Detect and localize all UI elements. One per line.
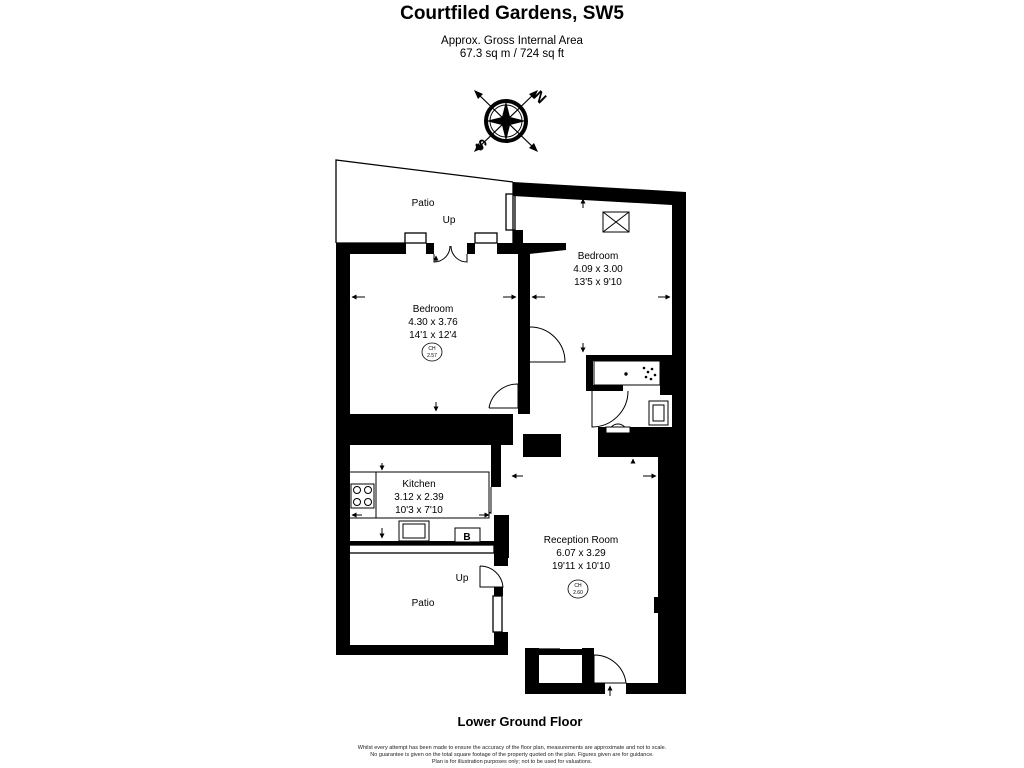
sink-icon bbox=[399, 521, 429, 541]
room-imperial: 14'1 x 12'4 bbox=[409, 330, 457, 341]
compass-icon bbox=[471, 88, 549, 155]
walls bbox=[336, 182, 686, 694]
disclaimer-line-1: Whilst every attempt has been made to ensure the accuracy of the floor plan, measurements are approximate and not to scale. bbox=[357, 745, 667, 751]
area-value: 67.3 sq m / 724 sq ft bbox=[459, 48, 565, 60]
up-label: Up bbox=[455, 573, 469, 584]
plan-title: Courtfiled Gardens, SW5 bbox=[400, 3, 624, 24]
shower-icon bbox=[594, 361, 660, 385]
room-name: Bedroom bbox=[412, 304, 454, 315]
ch-label: CH bbox=[574, 583, 582, 589]
room-metric: 4.30 x 3.76 bbox=[408, 317, 458, 328]
room-name: Kitchen bbox=[402, 479, 436, 490]
floor-label: Lower Ground Floor bbox=[457, 714, 583, 729]
room-metric: 3.12 x 2.39 bbox=[394, 492, 444, 503]
doors bbox=[434, 246, 628, 683]
room-metric: 4.09 x 3.00 bbox=[573, 264, 623, 275]
up-label: Up bbox=[442, 215, 456, 226]
area-label: Approx. Gross Internal Area bbox=[441, 35, 583, 47]
room-reception bbox=[544, 535, 618, 598]
hob-icon bbox=[351, 484, 374, 508]
ch-value: 2.57 bbox=[427, 353, 437, 359]
boiler-label: B bbox=[463, 532, 471, 543]
disclaimer-line-3: Plan is for illustration purposes only; not to be used for valuations. bbox=[431, 759, 593, 765]
room-bedroom-right bbox=[573, 251, 623, 288]
compass-north-label: N bbox=[529, 87, 550, 108]
room-metric: 6.07 x 3.29 bbox=[556, 548, 606, 559]
skylight-icon bbox=[603, 212, 629, 232]
room-patio-bottom bbox=[412, 573, 469, 609]
ch-value: 2.60 bbox=[573, 590, 583, 596]
room-name: Patio bbox=[411, 198, 435, 209]
room-name: Bedroom bbox=[577, 251, 619, 262]
room-imperial: 13'5 x 9'10 bbox=[574, 277, 622, 288]
ch-label: CH bbox=[428, 346, 436, 352]
room-name: Reception Room bbox=[543, 535, 619, 546]
room-bedroom-left bbox=[408, 304, 458, 361]
room-name: Patio bbox=[411, 598, 435, 609]
disclaimer-line-2: No guarantee is given on the total square footage of the property quoted on the plan. Figures given are for guidance. bbox=[370, 752, 654, 758]
compass-south-label: S bbox=[471, 135, 491, 155]
basin-icon bbox=[649, 401, 668, 425]
room-imperial: 10'3 x 7'10 bbox=[395, 505, 443, 516]
room-imperial: 19'11 x 10'10 bbox=[551, 561, 611, 572]
room-patio-top bbox=[412, 198, 456, 226]
